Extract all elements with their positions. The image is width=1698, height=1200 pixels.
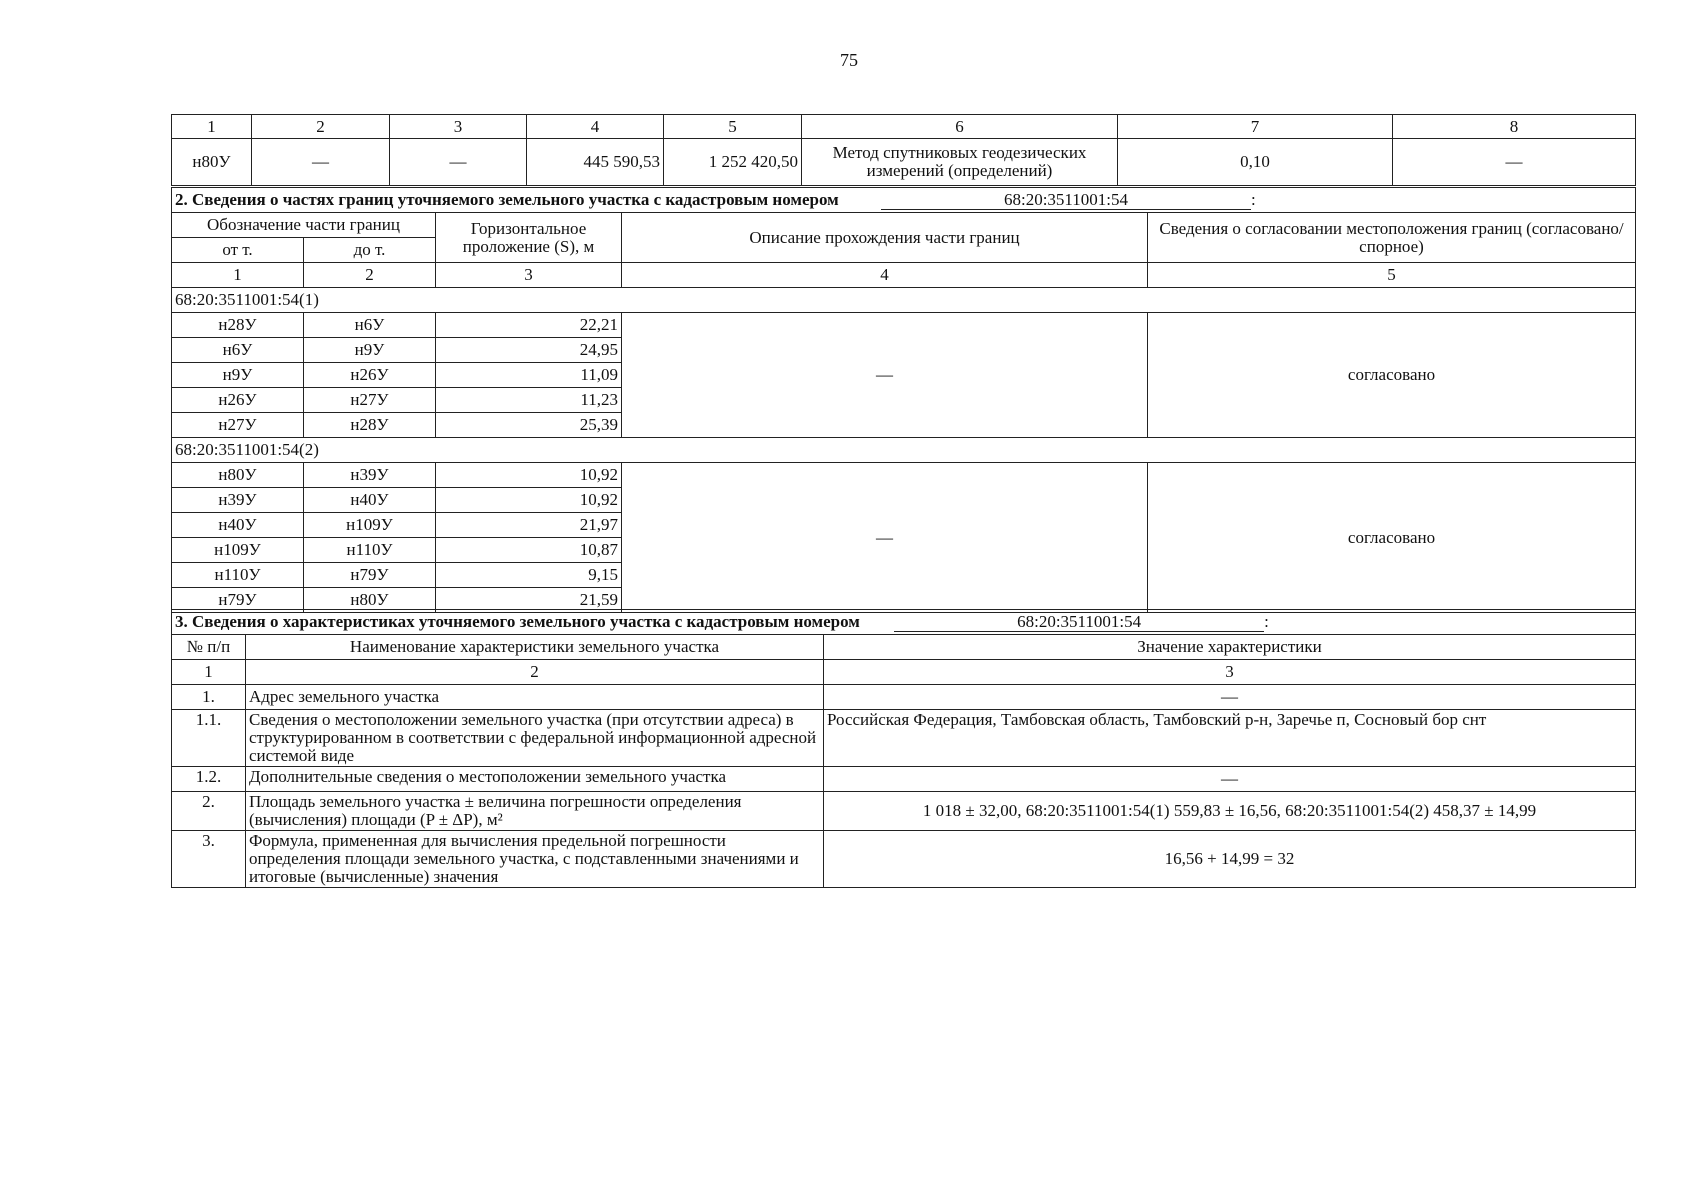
accuracy: 0,10 [1118, 139, 1393, 186]
point-name: н80У [172, 139, 252, 186]
col-number: 4 [622, 263, 1148, 288]
page-number: 75 [840, 50, 858, 70]
col-number: 3 [824, 660, 1636, 685]
col-number: 6 [802, 115, 1118, 139]
method: Метод спутниковых геодезических измерений (определений) [802, 139, 1118, 186]
section-2-title: 2. Сведения о частях границ уточняемого земельного участка с кадастровым номером [175, 189, 839, 209]
table-row [172, 313, 1636, 338]
header-name: Наименование характеристики земельного участка [246, 635, 824, 660]
coord-y: 1 252 420,50 [664, 139, 802, 186]
table-row [172, 710, 1636, 767]
section-3-cadastral: 68:20:3511001:54 [894, 613, 1264, 632]
to-point: н28У [304, 413, 436, 438]
col-number: 2 [246, 660, 824, 685]
from-point: н80У [172, 463, 304, 488]
from-point: н6У [172, 338, 304, 363]
distance: 21,59 [436, 588, 622, 613]
to-point: н80У [304, 588, 436, 613]
from-point: н109У [172, 538, 304, 563]
cell: — [390, 139, 527, 186]
char-value: — [824, 767, 1636, 792]
col-number: 2 [304, 263, 436, 288]
section-3-title: 3. Сведения о характеристиках уточняемого земельного участка с кадастровым номером [175, 611, 860, 631]
char-name: Адрес земельного участка [246, 685, 824, 710]
to-point: н9У [304, 338, 436, 363]
agreement-status: согласовано [1148, 313, 1636, 438]
header-from: от т. [172, 238, 304, 263]
char-value: 1 018 ± 32,00, 68:20:3511001:54(1) 559,83 ± 16,56, 68:20:3511001:54(2) 458,37 ± 14,99 [824, 792, 1636, 831]
colon: : [1264, 611, 1269, 631]
header-agreement: Сведения о согласовании местоположения границ (согласовано/спорное) [1148, 213, 1636, 263]
cell: — [252, 139, 390, 186]
distance: 9,15 [436, 563, 622, 588]
col-number: 2 [252, 115, 390, 139]
group-title: 68:20:3511001:54(1) [172, 288, 1636, 313]
col-number: 5 [1148, 263, 1636, 288]
agreement-status: согласовано [1148, 463, 1636, 613]
distance: 24,95 [436, 338, 622, 363]
to-point: н40У [304, 488, 436, 513]
from-point: н39У [172, 488, 304, 513]
distance: 22,21 [436, 313, 622, 338]
char-value: Российская Федерация, Тамбовская область, Тамбовский р-н, Заречье п, Сосновый бор снт [824, 710, 1636, 767]
to-point: н79У [304, 563, 436, 588]
header-horizontal: Горизонтальное проложение (S), м [436, 213, 622, 263]
table-row [172, 139, 1636, 186]
section-3-title-cell [172, 610, 1636, 635]
cell: — [1393, 139, 1636, 186]
col-number: 8 [1393, 115, 1636, 139]
coordinates-header-row [172, 115, 1636, 139]
char-name: Площадь земельного участка ± величина погрешности определения (вычисления) площади (P ± ΔP), м² [246, 792, 824, 831]
col-number: 5 [664, 115, 802, 139]
description: — [622, 463, 1148, 613]
from-point: н27У [172, 413, 304, 438]
section-2-cadastral: 68:20:3511001:54 [881, 191, 1251, 210]
char-name: Дополнительные сведения о местоположении земельного участка [246, 767, 824, 792]
to-point: н39У [304, 463, 436, 488]
table-row [172, 831, 1636, 888]
distance: 10,92 [436, 463, 622, 488]
distance: 25,39 [436, 413, 622, 438]
header-to: до т. [304, 238, 436, 263]
colon: : [1251, 189, 1256, 209]
col-number: 3 [436, 263, 622, 288]
characteristics-table [171, 609, 1636, 888]
from-point: н79У [172, 588, 304, 613]
table-row [172, 767, 1636, 792]
from-point: н9У [172, 363, 304, 388]
char-value: 16,56 + 14,99 = 32 [824, 831, 1636, 888]
from-point: н26У [172, 388, 304, 413]
table-row [172, 685, 1636, 710]
description: — [622, 313, 1148, 438]
col-number: 1 [172, 263, 304, 288]
table-row [172, 463, 1636, 488]
header-description: Описание прохождения части границ [622, 213, 1148, 263]
to-point: н27У [304, 388, 436, 413]
group-title: 68:20:3511001:54(2) [172, 438, 1636, 463]
from-point: н110У [172, 563, 304, 588]
table-row [172, 792, 1636, 831]
to-point: н6У [304, 313, 436, 338]
col-number: 1 [172, 660, 246, 685]
distance: 10,87 [436, 538, 622, 563]
distance: 11,09 [436, 363, 622, 388]
row-num: 1.2. [172, 767, 246, 792]
col-number: 1 [172, 115, 252, 139]
row-num: 3. [172, 831, 246, 888]
row-num: 1. [172, 685, 246, 710]
to-point: н109У [304, 513, 436, 538]
col-number: 7 [1118, 115, 1393, 139]
to-point: н110У [304, 538, 436, 563]
row-num: 2. [172, 792, 246, 831]
col-number: 4 [527, 115, 664, 139]
char-value: — [824, 685, 1636, 710]
coordinates-table [171, 114, 1636, 186]
coord-x: 445 590,53 [527, 139, 664, 186]
to-point: н26У [304, 363, 436, 388]
row-num: 1.1. [172, 710, 246, 767]
distance: 10,92 [436, 488, 622, 513]
header-value: Значение характеристики [824, 635, 1636, 660]
header-num: № п/п [172, 635, 246, 660]
from-point: н28У [172, 313, 304, 338]
char-name: Сведения о местоположении земельного участка (при отсутствии адреса) в структурированном в соответствии с федеральной информационной адресной системой виде [246, 710, 824, 767]
distance: 11,23 [436, 388, 622, 413]
boundary-parts-table [171, 187, 1636, 613]
header-part: Обозначение части границ [172, 213, 436, 238]
char-name: Формула, примененная для вычисления предельной погрешности определения площади земельного участка, с подставленными значениями и итоговые (вычисленные) значения [246, 831, 824, 888]
from-point: н40У [172, 513, 304, 538]
distance: 21,97 [436, 513, 622, 538]
col-number: 3 [390, 115, 527, 139]
section-2-title-cell [172, 188, 1636, 213]
